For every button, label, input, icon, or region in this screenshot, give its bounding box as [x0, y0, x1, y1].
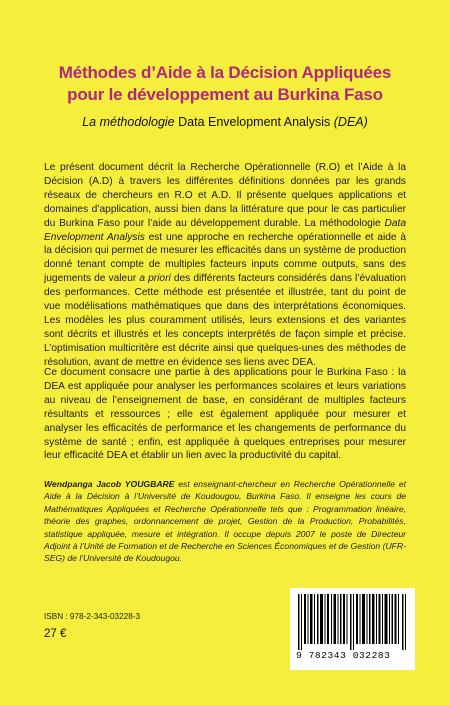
subtitle-plain: Data Envelopment Analysis [174, 115, 334, 129]
book-title [0, 62, 450, 106]
paragraph-1-italic-apriori: a priori [139, 273, 171, 285]
author-paragraph [44, 478, 406, 565]
title-line-1: Méthodes d’Aide à la Décision Appliquées [58, 63, 392, 82]
paragraph-2: Ce document consacre une partie à des applications pour le Burkina Faso : la DEA est appliquée pour analyser les performances scolaires et leurs variations au niveau de l’enseignement de base, en considérant de multiples facteurs résultants et ressources ; elle est également appliquée pour mesurer et analyser les efficacités de performance et les changements de performance du système de santé ; enfin, est appliquée à quelques entreprises pour mesurer leur efficacité DEA et établir un lien avec la productivité du capital. [44, 367, 406, 462]
author-name: Wendpanga Jacob YOUGBARE [44, 479, 175, 489]
author-bio: est enseignant-chercheur en Recherche Opérationnelle et Aide à la Décision à l’Université de Koudougou, Burkina Faso. Il enseigne les cours de Mathématiques Appliquées et Recherche Opérationnelle tels que : Programmation linéaire, théorie des graphes, ordonnancement de projet, Gestion de la Production, Probabilités, statistique appliquée, mesure et intégration. Il occupe depuis 2007 le poste de Directeur Adjoint à l’Unité de Formation et de Recherche en Sciences Économiques et de Gestion (UFR-SEG) de l’Université de Koudougou. [44, 479, 406, 564]
paragraph-1-italic-dea: Data Envelopment Analysis [44, 217, 406, 243]
paragraph-1 [44, 161, 406, 370]
title-line-2: pour le développement au Burkina Faso [67, 85, 383, 104]
isbn-label: ISBN : 978-2-343-03228-3 [44, 612, 141, 621]
paragraph-1-part-a: Le présent document décrit la Recherche Opérationnelle (R.O) et l’Aide à la Décision (A.D) à travers les différentes définitions données par les grands réseaux de chercheurs en R.O et A.D. Il présente quelques applications et domaines d’application, aussi bien dans la littérature que pour le cas particulier du Burkina Faso pour l’aide au développement durable. La méthodologie [44, 162, 406, 229]
barcode-bars-icon [298, 594, 407, 650]
paragraph-1-part-e: des différents facteurs considérés dans l’évaluation des performances. Cette méthode est présentée et illustrée, tant du point de vue modélisations mathématiques que dans des interprétations économiques. Les modèles les plus couramment utilisés, leurs extensions et des variantes sont décrits et illustrés et les concepts interprétés de façon simple et précise. L’optimisation multicritère est décrite ainsi que quelques-unes des méthodes de résolution, avant de mettre en évidence ses liens avec DEA. [44, 273, 407, 368]
book-subtitle [0, 114, 450, 130]
price-label: 27 € [44, 628, 67, 640]
subtitle-italic-b: (DEA) [333, 115, 368, 129]
barcode [290, 588, 415, 670]
barcode-digits: 9 782343 032283 [296, 650, 391, 661]
subtitle-italic-a: La méthodologie [82, 115, 175, 129]
paragraph-1-part-c: est une approche en recherche opérationnelle et aide à la décision qui permet de mesurer les efficacités dans un système de production donné tenant compte de multiples facteurs inputs comme outputs, sans des jugements de valeur [44, 231, 406, 285]
